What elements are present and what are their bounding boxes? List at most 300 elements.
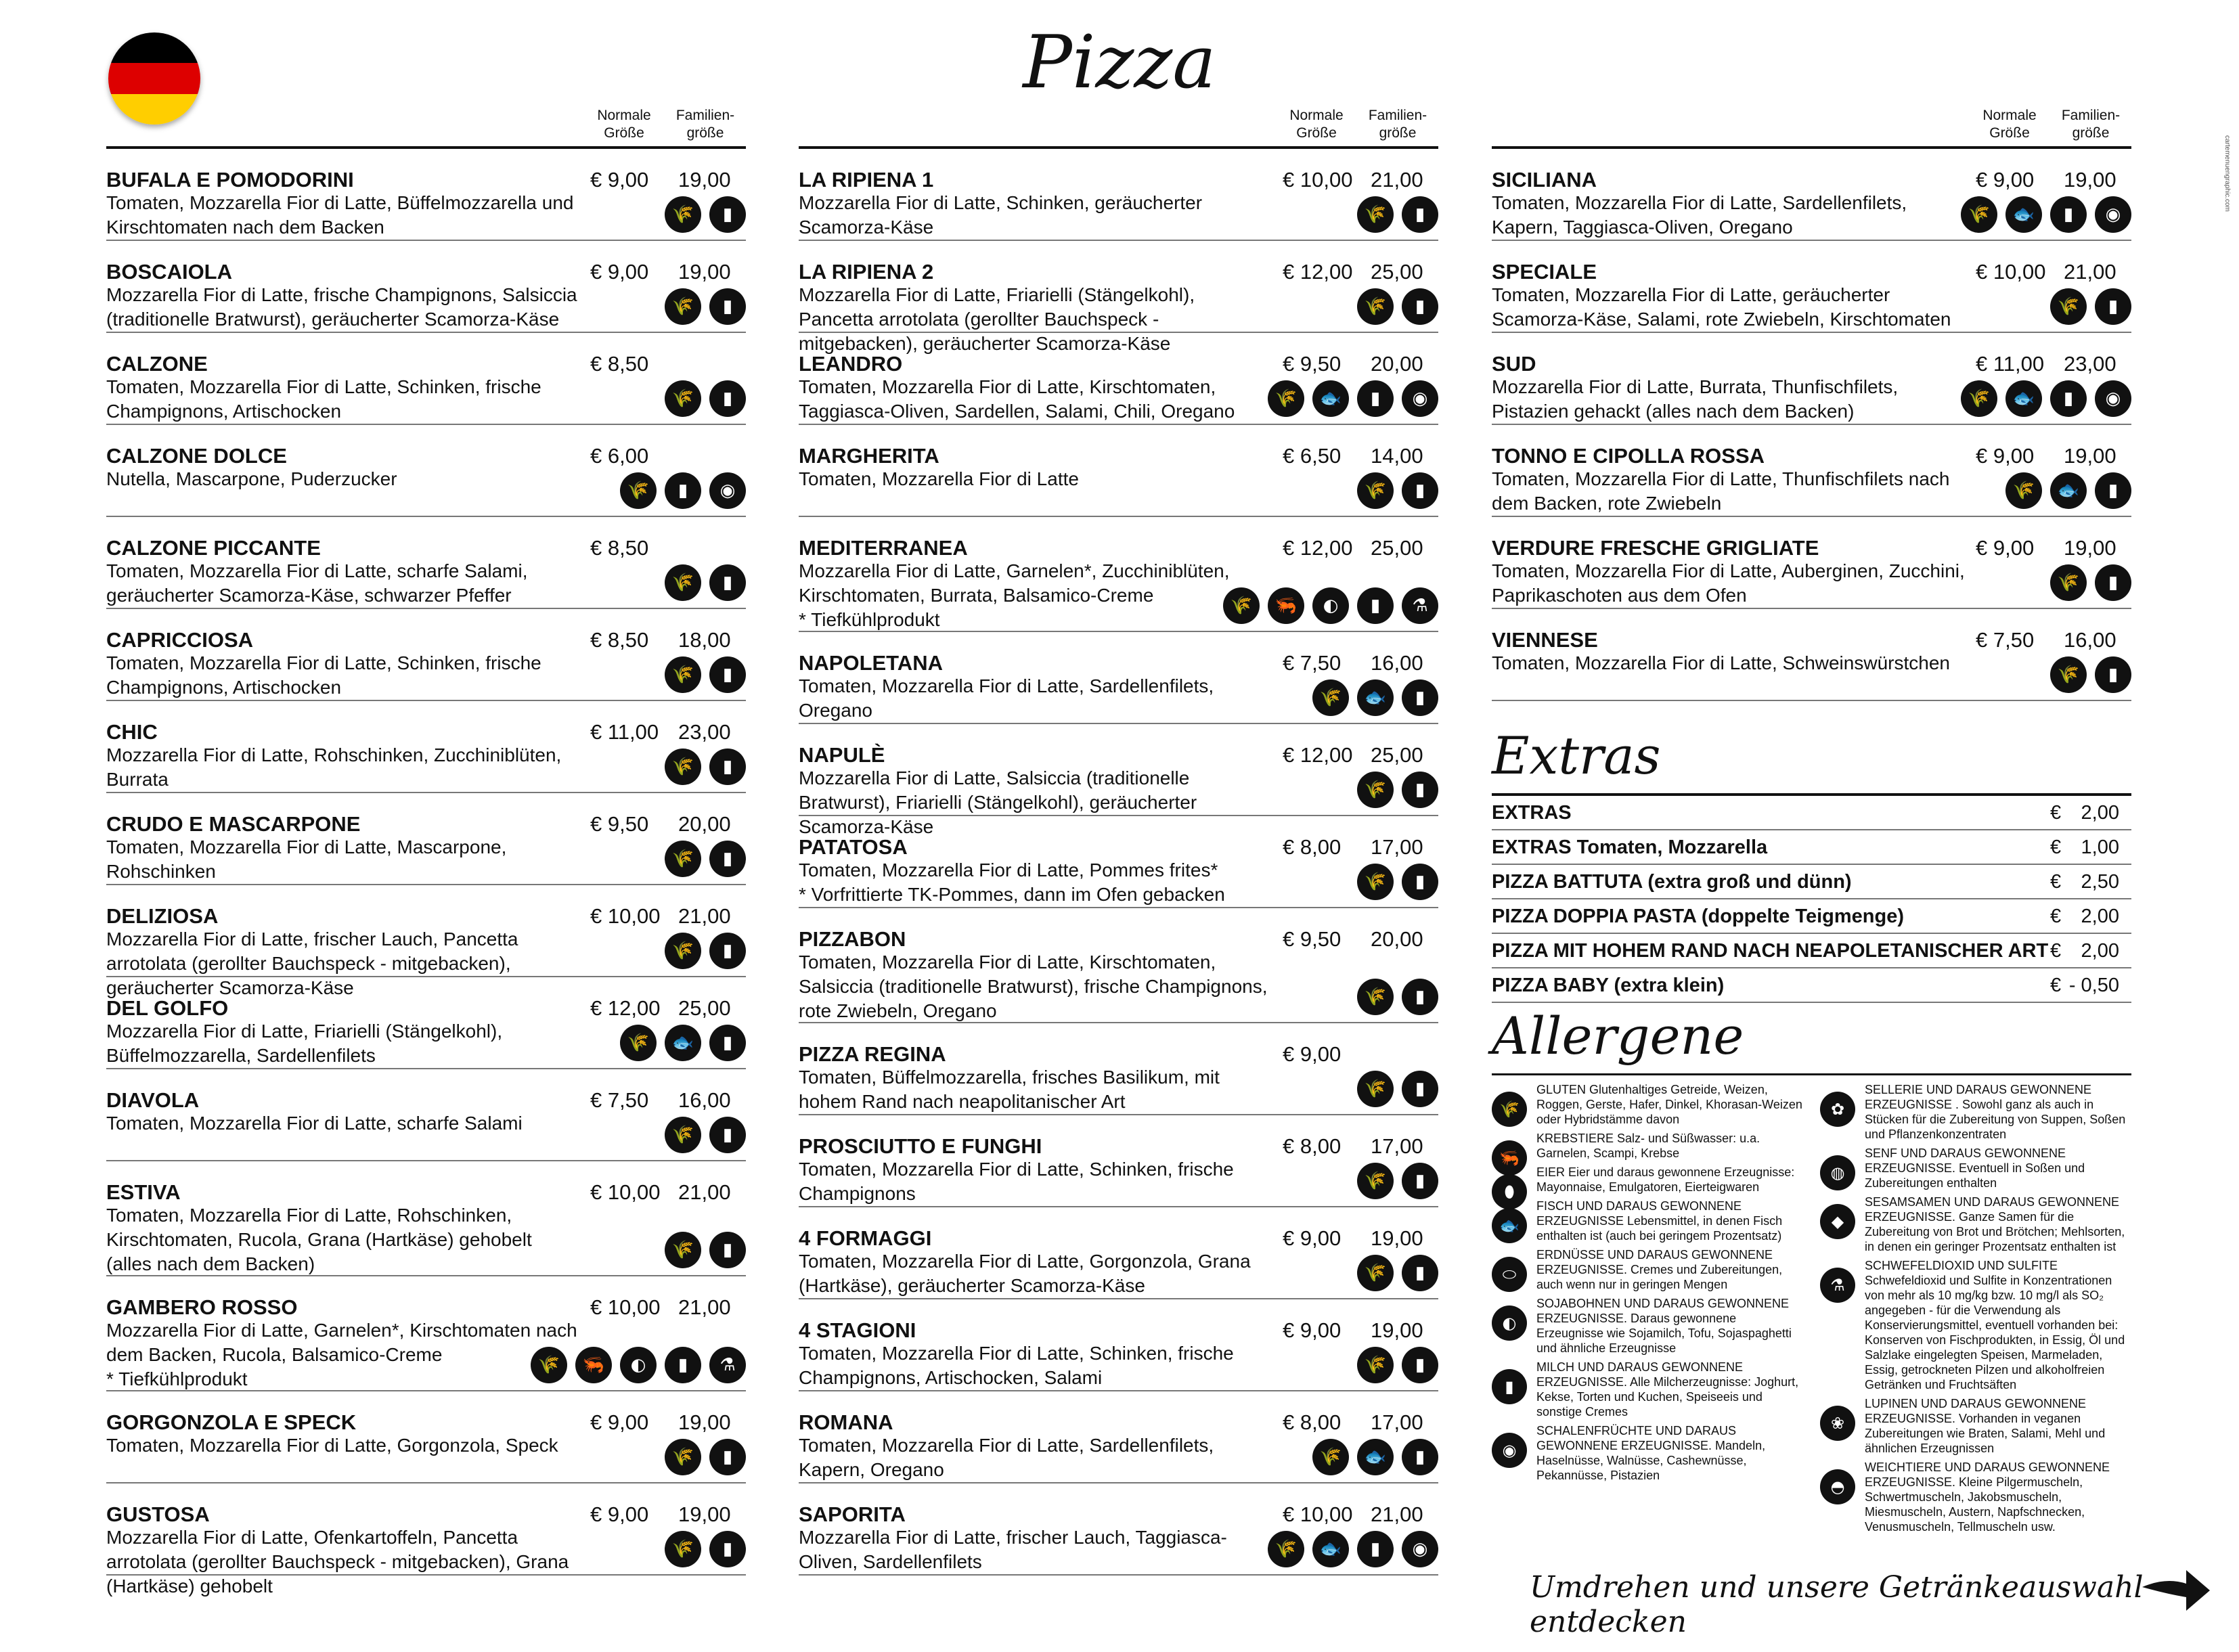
extras-currency: € (2050, 871, 2062, 893)
gluten-icon: 🌾 (1357, 1347, 1394, 1383)
allergen-icons (665, 841, 746, 877)
price-family: 20,00 (678, 812, 731, 836)
item-name: PIZZA REGINA (799, 1042, 946, 1066)
egg-icon: ⬮ (1492, 1174, 1527, 1209)
allergen-icons (1268, 1531, 1438, 1567)
item-description: Tomaten, Mozzarella Fior di Latte, Sardellenfilets, Kapern, Oregano (799, 1435, 1214, 1480)
allergen-icons (1357, 772, 1438, 808)
mustard-icon: ◍ (1820, 1155, 1855, 1190)
item-description: Mozzarella Fior di Latte, frische Champignons, Salsiccia (traditionelle Bratwurst), geräucherter Scamorza-Käse (106, 284, 577, 330)
item-name: PROSCIUTTO E FUNGHI (799, 1134, 1042, 1158)
price-normal: € 10,00 (590, 1295, 661, 1319)
price-family: 14,00 (1371, 444, 1423, 468)
gluten-icon: 🌾 (665, 288, 701, 325)
soy-icon: ◐ (1312, 587, 1349, 624)
price-normal: € 10,00 (1283, 1502, 1353, 1526)
milk-icon: ▮ (709, 933, 746, 969)
item-name: GORGONZOLA E SPECK (106, 1410, 357, 1434)
allergen-text: SOJABOHNEN UND DARAUS GEWONNENE ERZEUGNISSE. Daraus gewonnene Erzeugnisse wie Sojamilch, Tofu, Sojaspaghetti und ähnliche Erzeugnisse (1536, 1297, 1792, 1355)
extras-row (1492, 899, 2131, 934)
menu-item[interactable] (106, 517, 746, 609)
fish-icon: 🐟 (1492, 1208, 1527, 1243)
price-normal: € 12,00 (1283, 260, 1353, 284)
milk-icon: ▮ (1402, 196, 1438, 233)
menu-item[interactable] (799, 816, 1438, 908)
milk-icon: ▮ (1357, 587, 1394, 624)
header-family-size: Familien- größe (2061, 108, 2121, 141)
price-family: 21,00 (678, 904, 731, 928)
milk-icon: ▮ (1402, 979, 1438, 1015)
gluten-icon: 🌾 (2050, 288, 2087, 325)
allergen-icons (1268, 380, 1438, 417)
extras-price: 2,00 (2081, 802, 2119, 824)
gluten-icon: 🌾 (1357, 1163, 1394, 1199)
extras-name: PIZZA DOPPIA PASTA (doppelte Teigmenge) (1492, 906, 1905, 927)
menu-item[interactable] (799, 517, 1438, 632)
item-description: Mozzarella Fior di Latte, Rohschinken, Zucchiniblüten, Burrata (106, 744, 562, 790)
price-family: 18,00 (678, 628, 731, 652)
extras-price: 2,50 (2081, 871, 2119, 893)
menu-item[interactable] (106, 1483, 746, 1597)
milk-icon: ▮ (709, 841, 746, 877)
crustacean-icon: 🦐 (1492, 1140, 1527, 1176)
item-name: LA RIPIENA 1 (799, 168, 934, 192)
gluten-icon: 🌾 (665, 749, 701, 785)
mollusc-icon: ◓ (1820, 1469, 1855, 1504)
item-name: BUFALA E POMODORINI (106, 168, 354, 192)
gluten-icon: 🌾 (665, 564, 701, 601)
gluten-icon: 🌾 (1492, 1092, 1527, 1127)
price-family: 16,00 (2064, 628, 2116, 652)
allergen-text: MILCH UND DARAUS GEWONNENE ERZEUGNISSE. Alle Milcherzeugnisse: Joghurt, Kekse, Torten und Kuchen, Speiseeis und sonstige Cremes (1536, 1360, 1799, 1419)
gluten-icon: 🌾 (1357, 772, 1394, 808)
price-normal: € 11,00 (1976, 352, 2045, 376)
menu-item[interactable] (106, 793, 746, 885)
extras-row (1492, 865, 2131, 899)
allergen-text: SENF UND DARAUS GEWONNENE ERZEUGNISSE. Eventuell in Soßen und Zubereitungen enthalten (1865, 1146, 2085, 1190)
vertical-credit: cartemenuengraphic.com (2223, 135, 2231, 212)
milk-icon: ▮ (1402, 772, 1438, 808)
price-normal: € 9,00 (1976, 444, 2035, 468)
price-family: 17,00 (1371, 1134, 1423, 1158)
price-normal: € 8,50 (590, 628, 649, 652)
extras-title: Extras (1492, 725, 1661, 786)
milk-icon: ▮ (665, 1347, 701, 1383)
gluten-icon: 🌾 (1357, 288, 1394, 325)
allergen-icons (1357, 196, 1438, 233)
sulfite-icon: ⚗ (1402, 587, 1438, 624)
gluten-icon: 🌾 (1357, 864, 1394, 900)
price-normal: € 12,00 (1283, 536, 1353, 560)
menu-item[interactable] (1492, 241, 2131, 333)
price-normal: € 9,00 (590, 168, 649, 192)
item-name: CRUDO E MASCARPONE (106, 812, 361, 836)
price-family: 23,00 (678, 720, 731, 744)
milk-icon: ▮ (709, 1439, 746, 1475)
menu-item[interactable] (799, 908, 1438, 1023)
gluten-icon: 🌾 (665, 1117, 701, 1153)
item-name: 4 FORMAGGI (799, 1226, 932, 1250)
price-normal: € 8,00 (1283, 1410, 1342, 1434)
item-name: TONNO E CIPOLLA ROSSA (1492, 444, 1765, 468)
header-normal-size: Normale Größe (1982, 108, 2037, 141)
gluten-icon: 🌾 (665, 1439, 701, 1475)
allergen-icons (665, 564, 746, 601)
allergen-icons (1961, 380, 2131, 417)
soy-icon: ◐ (1492, 1305, 1527, 1341)
item-description: Tomaten, Mozzarella Fior di Latte, Pommes frites* * Vorfrittierte TK-Pommes, dann im Ofen gebacken (799, 860, 1225, 905)
item-name: 4 STAGIONI (799, 1318, 916, 1342)
allergen-icons (665, 1439, 746, 1475)
item-description: Tomaten, Mozzarella Fior di Latte, Gorgonzola, Grana (Hartkäse), geräucherter Scamorza-Käse (799, 1251, 1251, 1296)
allergen-icons (1357, 864, 1438, 900)
milk-icon: ▮ (1492, 1369, 1527, 1404)
price-family: 20,00 (1371, 352, 1423, 376)
item-name: GUSTOSA (106, 1502, 210, 1526)
item-description: Tomaten, Mozzarella Fior di Latte, Gorgonzola, Speck (106, 1435, 558, 1456)
item-name: DELIZIOSA (106, 904, 219, 928)
milk-icon: ▮ (1357, 380, 1394, 417)
extras-row (1492, 796, 2131, 830)
extras-name: PIZZA BABY (extra klein) (1492, 975, 1725, 996)
price-normal: € 10,00 (590, 1180, 661, 1204)
price-family: 21,00 (1371, 1502, 1423, 1526)
extras-name: EXTRAS (1492, 802, 1572, 824)
header-family-size: Familien- größe (1368, 108, 1427, 141)
price-normal: € 7,50 (1976, 628, 2035, 652)
menu-item[interactable] (106, 701, 746, 793)
price-normal: € 8,50 (590, 352, 649, 376)
gluten-icon: 🌾 (2050, 564, 2087, 601)
price-normal: € 7,50 (1283, 651, 1342, 675)
allergen-icons (665, 749, 746, 785)
menu-item[interactable] (106, 149, 746, 241)
menu-item[interactable] (106, 241, 746, 333)
allergen-text: KREBSTIERE Salz- und Süßwasser: u.a. Garnelen, Scampi, Krebse (1536, 1132, 1760, 1160)
item-name: MEDITERRANEA (799, 536, 968, 560)
column-header (799, 102, 1438, 149)
menu-item[interactable] (799, 724, 1438, 837)
item-description: Tomaten, Mozzarella Fior di Latte, Kirschtomaten, Salsiccia (traditionelle Bratwurst), frische Champignons, rote Zwiebeln, Oregano (799, 952, 1268, 1021)
sulfite-icon: ⚗ (1820, 1268, 1855, 1303)
item-description: Tomaten, Mozzarella Fior di Latte, Schinken, frische Champignons, Artischocken (106, 376, 541, 422)
milk-icon: ▮ (1402, 288, 1438, 325)
item-description: Mozzarella Fior di Latte, Schinken, geräucherter Scamorza-Käse (799, 192, 1203, 238)
menu-item[interactable] (1492, 425, 2131, 517)
menu-item[interactable] (106, 1161, 746, 1276)
price-normal: € 11,00 (590, 720, 659, 744)
item-description: Mozzarella Fior di Latte, Garnelen*, Kirschtomaten nach dem Backen, Rucola, Balsamico-Creme * Tiefkühlprodukt (106, 1320, 577, 1389)
menu-item[interactable] (799, 632, 1438, 724)
item-description: Tomaten, Mozzarella Fior di Latte, Schweinswürstchen (1492, 652, 1950, 673)
item-name: CALZONE (106, 352, 208, 376)
allergen-text: EIER Eier und daraus gewonnene Erzeugnisse: Mayonnaise, Emulgatoren, Eierteigwaren (1536, 1165, 1795, 1194)
gluten-icon: 🌾 (1357, 1071, 1394, 1107)
allergen-item (1820, 1195, 2131, 1254)
price-normal: € 6,00 (590, 444, 649, 468)
allergen-icons (2050, 288, 2131, 325)
item-name: DEL GOLFO (106, 996, 229, 1020)
gluten-icon: 🌾 (665, 841, 701, 877)
allergen-icons (620, 472, 746, 509)
item-description: Tomaten, Mozzarella Fior di Latte, Auberginen, Zucchini, Paprikaschoten aus dem Ofen (1492, 560, 1965, 606)
menu-item[interactable] (799, 1299, 1438, 1391)
menu-item[interactable] (106, 425, 746, 517)
allergen-icons (665, 1232, 746, 1268)
item-name: GAMBERO ROSSO (106, 1295, 298, 1319)
fish-icon: 🐟 (1357, 1439, 1394, 1475)
gluten-icon: 🌾 (2005, 472, 2042, 509)
milk-icon: ▮ (2050, 380, 2087, 417)
allergen-icons (665, 288, 746, 325)
price-family: 21,00 (678, 1180, 731, 1204)
item-description: Tomaten, Mozzarella Fior di Latte, Schinken, frische Champignons (799, 1159, 1234, 1204)
page-title: Pizza (1023, 20, 1216, 105)
gluten-icon: 🌾 (1357, 196, 1394, 233)
header-normal-size: Normale Größe (597, 108, 651, 141)
menu-item[interactable] (106, 885, 746, 998)
gluten-icon: 🌾 (665, 1232, 701, 1268)
price-normal: € 10,00 (1283, 168, 1353, 192)
milk-icon: ▮ (1402, 1439, 1438, 1475)
allergen-icons (2050, 656, 2131, 693)
gluten-icon: 🌾 (1961, 196, 1997, 233)
milk-icon: ▮ (709, 1117, 746, 1153)
price-family: 19,00 (678, 1410, 731, 1434)
price-family: 16,00 (1371, 651, 1423, 675)
peanut-icon: ⬭ (1492, 1257, 1527, 1292)
menu-item[interactable] (1492, 517, 2131, 609)
milk-icon: ▮ (1402, 1347, 1438, 1383)
item-name: CALZONE DOLCE (106, 444, 287, 468)
allergen-text: GLUTEN Glutenhaltiges Getreide, Weizen, Roggen, Gerste, Hafer, Dinkel, Khorasan-Weizen oder Hybridstämme davon (1536, 1083, 1802, 1126)
gluten-icon: 🌾 (665, 1531, 701, 1567)
gluten-icon: 🌾 (1357, 979, 1394, 1015)
milk-icon: ▮ (1402, 1255, 1438, 1291)
fish-icon: 🐟 (2005, 380, 2042, 417)
item-name: CAPRICCIOSA (106, 628, 254, 652)
allergen-icons (1357, 1071, 1438, 1107)
price-normal: € 9,00 (590, 1502, 649, 1526)
price-family: 21,00 (678, 1295, 731, 1319)
allergen-icons (2005, 472, 2131, 509)
item-description: Mozzarella Fior di Latte, frischer Lauch, Taggiasca-Oliven, Sardellenfilets (799, 1527, 1227, 1572)
item-name: DIAVOLA (106, 1088, 200, 1112)
allergens-legend (1492, 1073, 2131, 1534)
price-family: 19,00 (678, 260, 731, 284)
allergen-icons (1357, 472, 1438, 509)
allergen-item (1492, 1360, 1803, 1419)
extras-row (1492, 968, 2131, 1003)
menu-item[interactable] (799, 1115, 1438, 1207)
footer-note: Umdrehen und unsere Getränkeauswahl entdecken (1530, 1570, 2144, 1639)
nuts-icon: ◉ (709, 472, 746, 509)
arrow-right-icon[interactable] (2139, 1563, 2213, 1617)
item-description: Mozzarella Fior di Latte, frischer Lauch, Pancetta arrotolata (gerollter Bauchspeck - mitgebacken), geräucherter Scamorza-Käse (106, 929, 518, 998)
menu-item[interactable] (1492, 149, 2131, 241)
nuts-icon: ◉ (1402, 1531, 1438, 1567)
milk-icon: ▮ (2050, 196, 2087, 233)
gluten-icon: 🌾 (1357, 472, 1394, 509)
extras-currency: € (2050, 906, 2062, 927)
item-description: Tomaten, Mozzarella Fior di Latte, geräucherter Scamorza-Käse, Salami, rote Zwiebeln, Kirschtomaten (1492, 284, 1951, 330)
price-family: 25,00 (1371, 536, 1423, 560)
gluten-icon: 🌾 (665, 656, 701, 693)
extras-price: - 0,50 (2068, 975, 2119, 996)
item-description: Mozzarella Fior di Latte, Garnelen*, Zucchiniblüten, Kirschtomaten, Burrata, Balsamico-Creme * Tiefkühlprodukt (799, 560, 1230, 630)
milk-icon: ▮ (709, 196, 746, 233)
extras-name: EXTRAS Tomaten, Mozzarella (1492, 836, 1768, 858)
menu-item[interactable] (106, 333, 746, 425)
item-name: NAPOLETANA (799, 651, 943, 675)
allergen-icons (620, 1025, 746, 1061)
allergen-item (1820, 1396, 2131, 1456)
price-family: 19,00 (678, 168, 731, 192)
price-normal: € 9,50 (1283, 352, 1342, 376)
menu-item[interactable] (799, 149, 1438, 241)
menu-item[interactable] (1492, 333, 2131, 425)
item-description: Mozzarella Fior di Latte, Friarielli (Stängelkohl), Büffelmozzarella, Sardellenfilets (106, 1021, 503, 1066)
menu-item[interactable] (799, 1391, 1438, 1483)
sesame-icon: ◆ (1820, 1204, 1855, 1239)
fish-icon: 🐟 (1312, 380, 1349, 417)
allergen-icons (1223, 587, 1438, 624)
price-normal: € 9,00 (1283, 1318, 1342, 1342)
allergen-icons (2050, 564, 2131, 601)
item-name: SAPORITA (799, 1502, 906, 1526)
allergen-text: ERDNÜSSE UND DARAUS GEWONNENE ERZEUGNISSE. Cremes und Zubereitungen, auch wenn nur in geringen Mengen (1536, 1248, 1783, 1291)
price-normal: € 6,50 (1283, 444, 1342, 468)
menu-item[interactable] (799, 1023, 1438, 1115)
menu-item[interactable] (799, 241, 1438, 354)
price-family: 19,00 (1371, 1318, 1423, 1342)
extras-price: 2,00 (2081, 906, 2119, 927)
item-description: Tomaten, Mozzarella Fior di Latte, Schinken, frische Champignons, Artischocken (106, 652, 541, 698)
item-name: PATATOSA (799, 835, 908, 859)
header-family-size: Familien- größe (675, 108, 735, 141)
gluten-icon: 🌾 (531, 1347, 567, 1383)
price-normal: € 10,00 (590, 904, 661, 928)
menu-item[interactable] (799, 1483, 1438, 1576)
item-name: SUD (1492, 352, 1536, 376)
price-normal: € 9,00 (1976, 168, 2035, 192)
milk-icon: ▮ (1402, 1163, 1438, 1199)
allergen-icons (531, 1347, 746, 1383)
allergens-left (1492, 1082, 1803, 1487)
item-name: MARGHERITA (799, 444, 939, 468)
gluten-icon: 🌾 (1268, 1531, 1304, 1567)
allergen-icons (1357, 979, 1438, 1015)
price-normal: € 12,00 (590, 996, 661, 1020)
menu-item[interactable] (799, 333, 1438, 425)
extras-row (1492, 934, 2131, 968)
extras-currency: € (2050, 975, 2062, 996)
menu-item[interactable] (106, 609, 746, 701)
soy-icon: ◐ (620, 1347, 657, 1383)
milk-icon: ▮ (709, 749, 746, 785)
milk-icon: ▮ (709, 656, 746, 693)
nuts-icon: ◉ (1492, 1433, 1527, 1468)
allergen-icons (1357, 1347, 1438, 1383)
menu-item[interactable] (106, 977, 746, 1069)
sulfite-icon: ⚗ (709, 1347, 746, 1383)
menu-item[interactable] (799, 1207, 1438, 1299)
gluten-icon: 🌾 (620, 472, 657, 509)
allergen-item (1820, 1082, 2131, 1142)
milk-icon: ▮ (2095, 472, 2131, 509)
price-normal: € 9,50 (1283, 927, 1342, 951)
menu-item[interactable] (106, 1391, 746, 1483)
price-family: 16,00 (678, 1088, 731, 1112)
crustacean-icon: 🦐 (575, 1347, 612, 1383)
item-description: Tomaten, Mozzarella Fior di Latte, Kirschtomaten, Taggiasca-Oliven, Sardellen, Salami, Chili, Oregano (799, 376, 1235, 422)
item-description: Nutella, Mascarpone, Puderzucker (106, 468, 397, 489)
menu-column-2 (799, 102, 1438, 1576)
price-normal: € 9,00 (1283, 1042, 1342, 1066)
fish-icon: 🐟 (1312, 1531, 1349, 1567)
allergen-item (1492, 1165, 1803, 1201)
gluten-icon: 🌾 (1961, 380, 1997, 417)
item-description: Tomaten, Mozzarella Fior di Latte, Thunfischfilets nach dem Backen, rote Zwiebeln (1492, 468, 1950, 514)
item-description: Mozzarella Fior di Latte, Burrata, Thunfischfilets, Pistazien gehackt (alles nach dem Backen) (1492, 376, 1899, 422)
allergen-item (1492, 1082, 1803, 1127)
item-description: Mozzarella Fior di Latte, Ofenkartoffeln, Pancetta arrotolata (gerollter Bauchspeck - mitgebacken), Grana (Hartkäse) gehobelt (106, 1527, 569, 1597)
extras-name: PIZZA MIT HOHEM RAND NACH NEAPOLETANISCHER ART (1492, 940, 2049, 962)
milk-icon: ▮ (2095, 288, 2131, 325)
milk-icon: ▮ (2095, 656, 2131, 693)
allergen-icons (1357, 1255, 1438, 1291)
gluten-icon: 🌾 (1312, 1439, 1349, 1475)
price-normal: € 9,00 (1283, 1226, 1342, 1250)
item-description: Tomaten, Mozzarella Fior di Latte, scharfe Salami, geräucherter Scamorza-Käse, schwarzer Pfeffer (106, 560, 528, 606)
extras-currency: € (2050, 802, 2062, 824)
price-family: 25,00 (1371, 743, 1423, 767)
allergen-icons (665, 933, 746, 969)
item-name: LEANDRO (799, 352, 903, 376)
price-family: 23,00 (2064, 352, 2116, 376)
price-normal: € 7,50 (590, 1088, 649, 1112)
price-normal: € 8,50 (590, 536, 649, 560)
price-normal: € 9,00 (590, 260, 649, 284)
menu-item[interactable] (106, 1276, 746, 1391)
price-family: 17,00 (1371, 835, 1423, 859)
item-description: Tomaten, Büffelmozzarella, frisches Basilikum, mit hohem Rand nach neapolitanischer Art (799, 1067, 1220, 1112)
celery-icon: ✿ (1820, 1092, 1855, 1127)
allergen-icons (1357, 288, 1438, 325)
price-normal: € 10,00 (1976, 260, 2046, 284)
milk-icon: ▮ (709, 1531, 746, 1567)
milk-icon: ▮ (1402, 864, 1438, 900)
item-name: ROMANA (799, 1410, 893, 1434)
menu-item[interactable] (799, 425, 1438, 517)
price-family: 19,00 (2064, 536, 2116, 560)
allergen-icons (665, 380, 746, 417)
menu-item[interactable] (1492, 609, 2131, 701)
milk-icon: ▮ (709, 380, 746, 417)
item-name: SPECIALE (1492, 260, 1597, 284)
column-header (1492, 102, 2131, 149)
menu-item[interactable] (106, 1069, 746, 1161)
allergen-text: SELLERIE UND DARAUS GEWONNENE ERZEUGNISSE . Sowohl ganz als auch in Stücken für die Zubereitung von Suppen, Soßen und Pflanzenkonzentraten (1865, 1083, 2126, 1141)
gluten-icon: 🌾 (1268, 380, 1304, 417)
price-family: 19,00 (2064, 168, 2116, 192)
gluten-icon: 🌾 (1357, 1255, 1394, 1291)
allergen-text: FISCH UND DARAUS GEWONNENE ERZEUGNISSE Lebensmittel, in denen Fisch enthalten ist (auch bei geringem Prozentsatz) (1536, 1199, 1783, 1243)
item-name: BOSCAIOLA (106, 260, 232, 284)
extras-currency: € (2050, 940, 2062, 962)
allergen-item (1492, 1423, 1803, 1483)
price-family: 20,00 (1371, 927, 1423, 951)
